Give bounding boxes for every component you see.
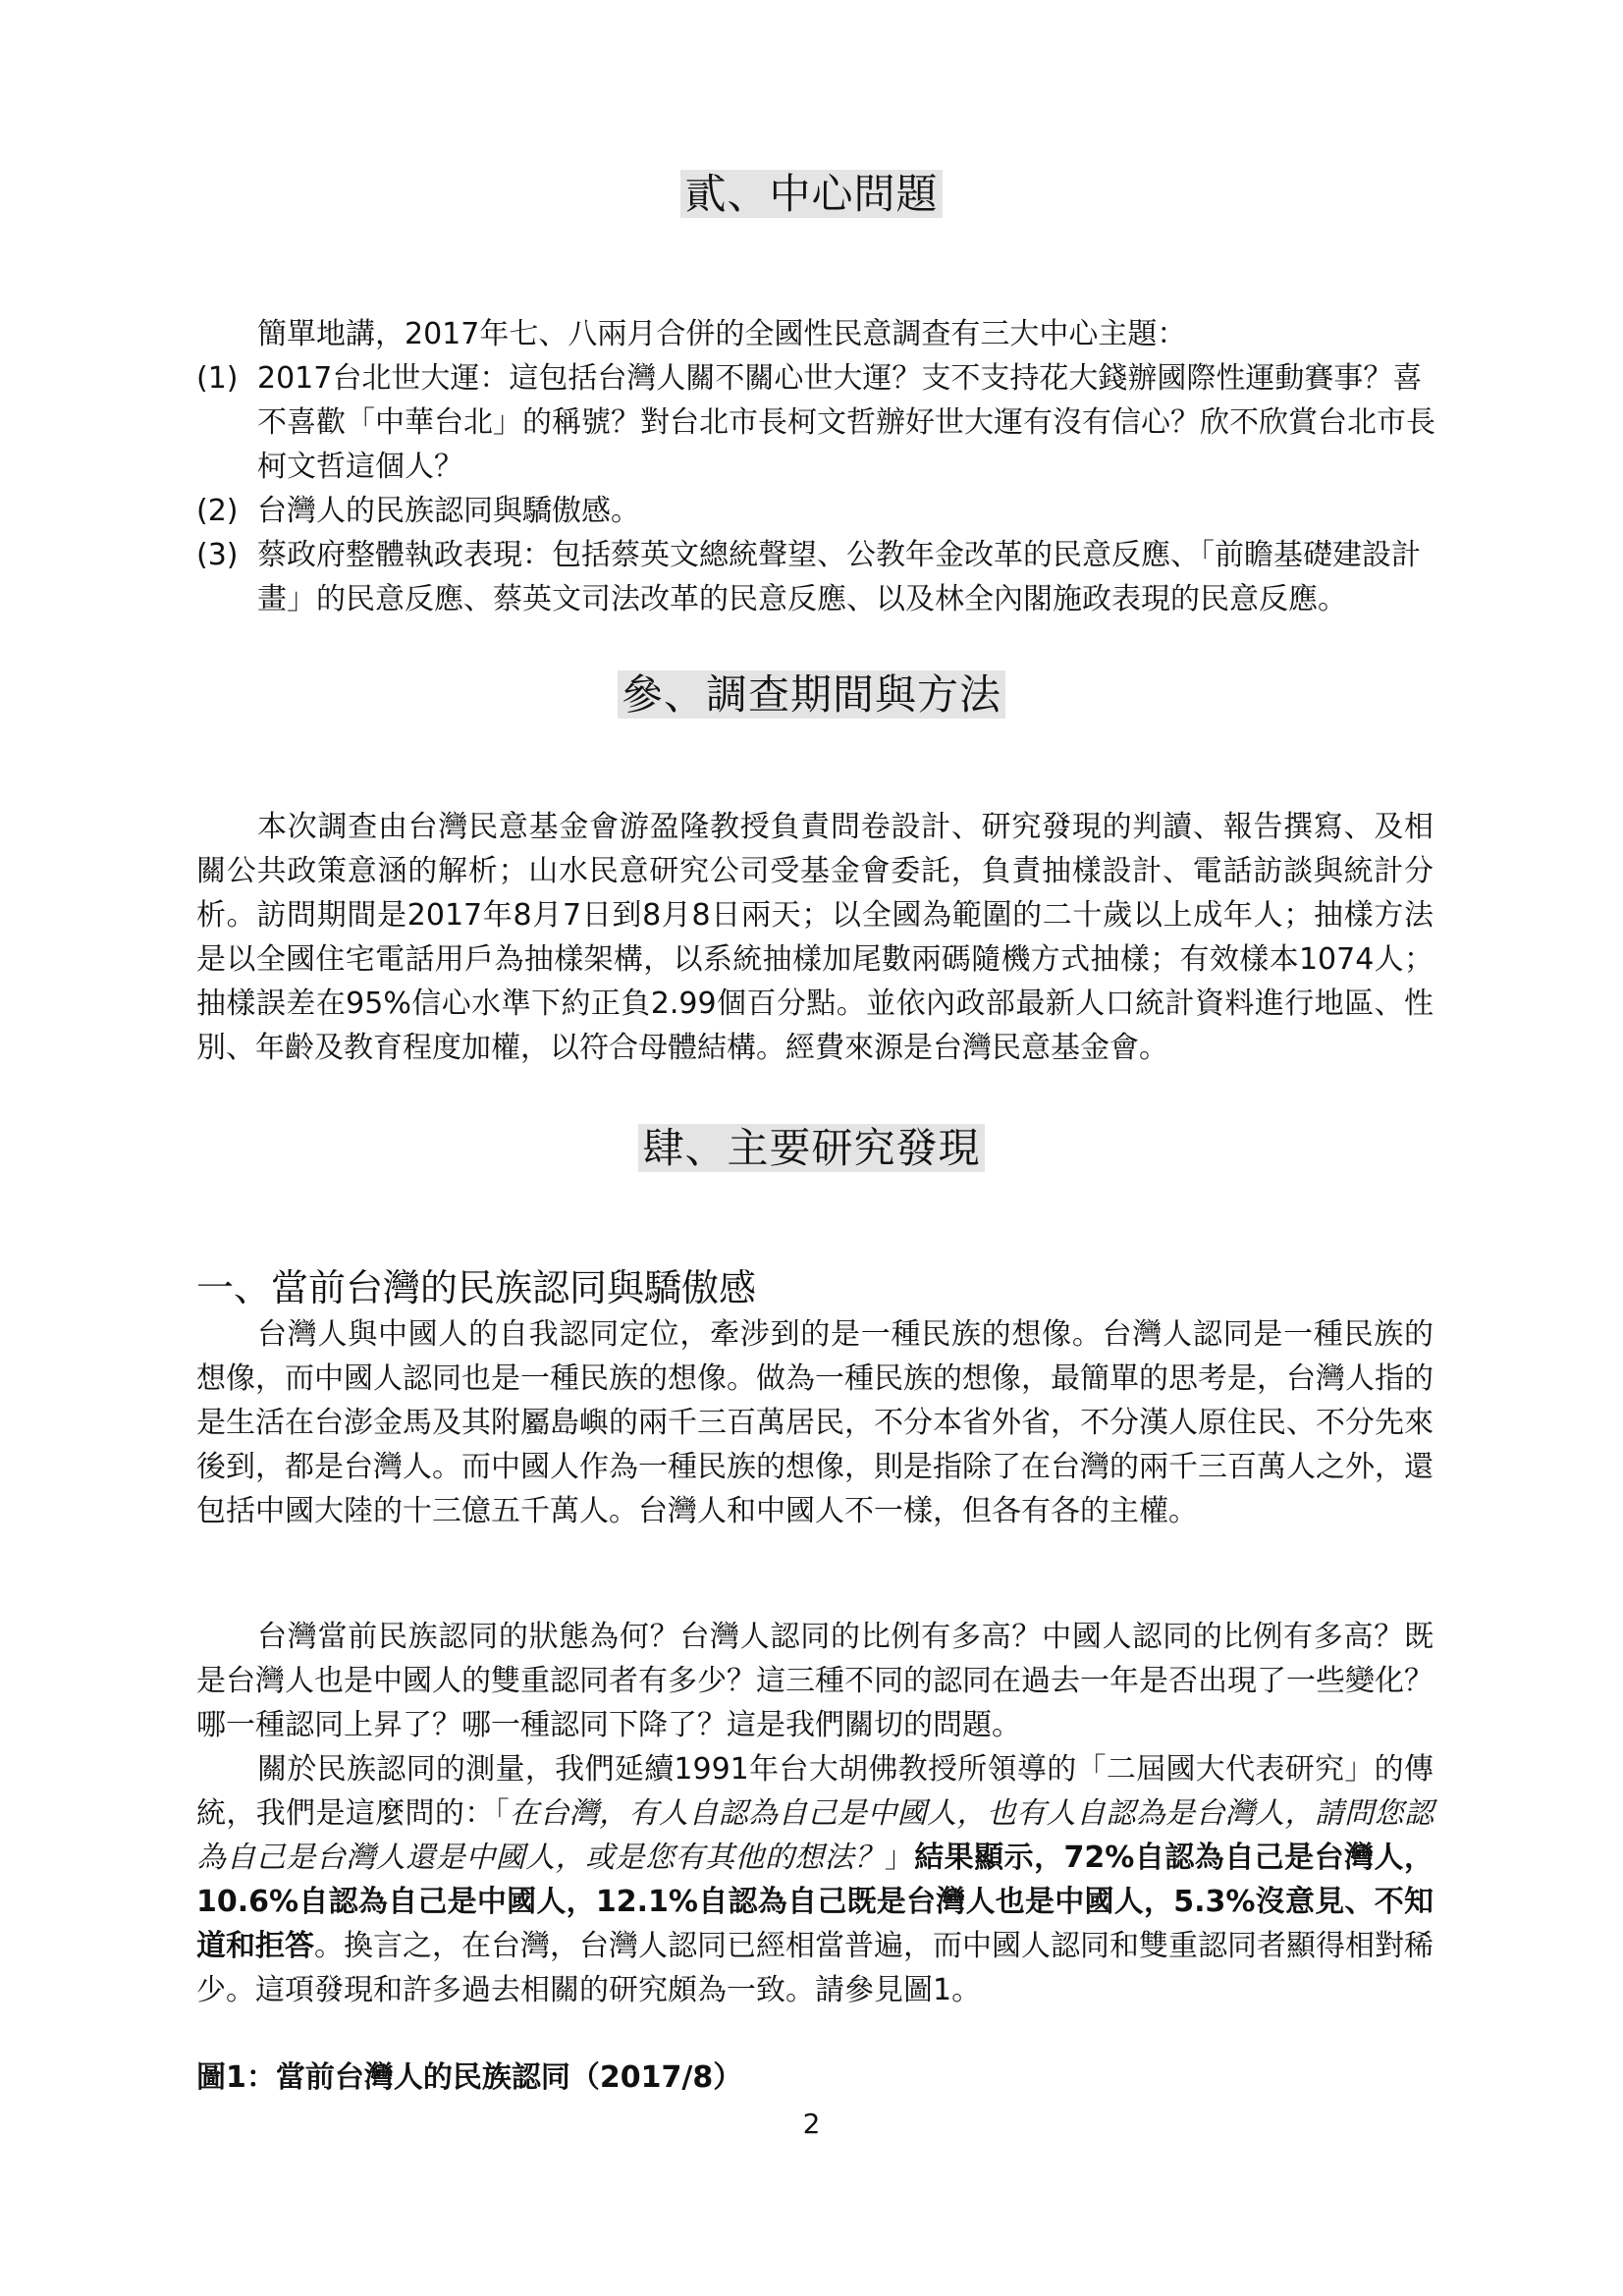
list-text: 蔡政府整體執政表現：包括蔡英文總統聲望、公教年金改革的民意反應、「前瞻基礎建設計畫」的民意反應、蔡英文司法改革的民意反應、以及林全內閣施政表現的民意反應。	[257, 538, 1421, 616]
list-number: (2)	[196, 494, 239, 528]
figure-1-title: 圖1：當前台灣人的民族認同（2017/8）	[196, 2060, 743, 2095]
results-bold-summary: 結果顯示，72%自認為自己是台灣人，10.6%自認為自己是中國人，12.1%自認為自己既是台灣人也是中國人，5.3%沒意見、不知道和拒答	[196, 1841, 1434, 1963]
list-item-3	[196, 533, 1435, 621]
results-intro-text: 關於民族認同的測量，我們延續1991年台大胡佛教授所領導的「二屆國大代表研究」的傳統，我們是這麼問的：「	[196, 1752, 1434, 1831]
section-3-heading	[0, 667, 1623, 722]
section-2-title: 貳、中心問題	[680, 170, 942, 218]
list-number: (1)	[196, 361, 239, 396]
survey-question-quote: 在台灣，有人自認為自己是中國人，也有人自認為是台灣人，請問您認為自己是台灣人還是中國人，或是您有其他的想法？	[196, 1796, 1434, 1875]
paragraph-identity-imagination: 台灣人與中國人的自我認同定位，牽涉到的是一種民族的想像。台灣人認同是一種民族的想像，而中國人認同也是一種民族的想像。做為一種民族的想像，最簡單的思考是，台灣人指的是生活在台澎金馬及其附屬島嶼的兩千三百萬居民，不分本省外省，不分漢人原住民、不分先來後到，都是台灣人。而中國人作為一種民族的想像，則是指除了在台灣的兩千三百萬人之外，還包括中國大陸的十三億五千萬人。台灣人和中國人不一樣，但各有各的主權。	[196, 1317, 1434, 1528]
list-item-2	[196, 489, 1435, 533]
list-text: 台灣人的民族認同與驕傲感。	[257, 494, 640, 528]
list-item-1	[196, 356, 1435, 489]
section-4-title: 肆、主要研究發現	[638, 1124, 984, 1172]
results-conclusion-text: 。換言之，在台灣，台灣人認同已經相當普遍，而中國人認同和雙重認同者顯得相對稀少。這項發現和許多過去相關的研究頗為一致。請參見圖1。	[196, 1929, 1434, 2007]
section-2-intro: 簡單地講，2017年七、八兩月合併的全國性民意調查有三大中心主題：	[257, 317, 1187, 351]
quote-close-bracket: 」	[884, 1841, 915, 1875]
section-3-body: 本次調查由台灣民意基金會游盈隆教授負責問卷設計、研究發現的判讀、報告撰寫、及相關公共政策意涵的解析；山水民意研究公司受基金會委託，負責抽樣設計、電話訪談與統計分析。訪問期間是2017年8月7日到8月8日兩天；以全國為範圍的二十歲以上成年人；抽樣方法是以全國住宅電話用戶為抽樣架構，以系統抽樣加尾數兩碼隨機方式抽樣；有效樣本1074人；抽樣誤差在95%信心水準下約正負2.99個百分點。並依內政部最新人口統計資料進行地區、性別、年齡及教育程度加權，以符合母體結構。經費來源是台灣民意基金會。	[196, 810, 1434, 1065]
section-2-heading	[0, 167, 1623, 222]
page-number: 2	[802, 2108, 821, 2140]
paragraph-identity-questions: 台灣當前民族認同的狀態為何？台灣人認同的比例有多高？中國人認同的比例有多高？既是台灣人也是中國人的雙重認同者有多少？這三種不同的認同在過去一年是否出現了一些變化？哪一種認同上昇了？哪一種認同下降了？這是我們關切的問題。	[196, 1620, 1434, 1742]
subsection-heading: 一、當前台灣的民族認同與驕傲感	[196, 1266, 757, 1309]
list-text: 2017台北世大運：這包括台灣人關不關心世大運？支不支持花大錢辦國際性運動賽事？喜不喜歡「中華台北」的稱號？對台北市長柯文哲辦好世大運有沒有信心？欣不欣賞台北市長柯文哲這個人？	[257, 361, 1435, 484]
section-3-title: 參、調查期間與方法	[618, 670, 1005, 719]
section-4-heading	[0, 1121, 1623, 1176]
list-number: (3)	[196, 538, 239, 572]
paragraph-identity-results	[196, 1747, 1434, 2012]
